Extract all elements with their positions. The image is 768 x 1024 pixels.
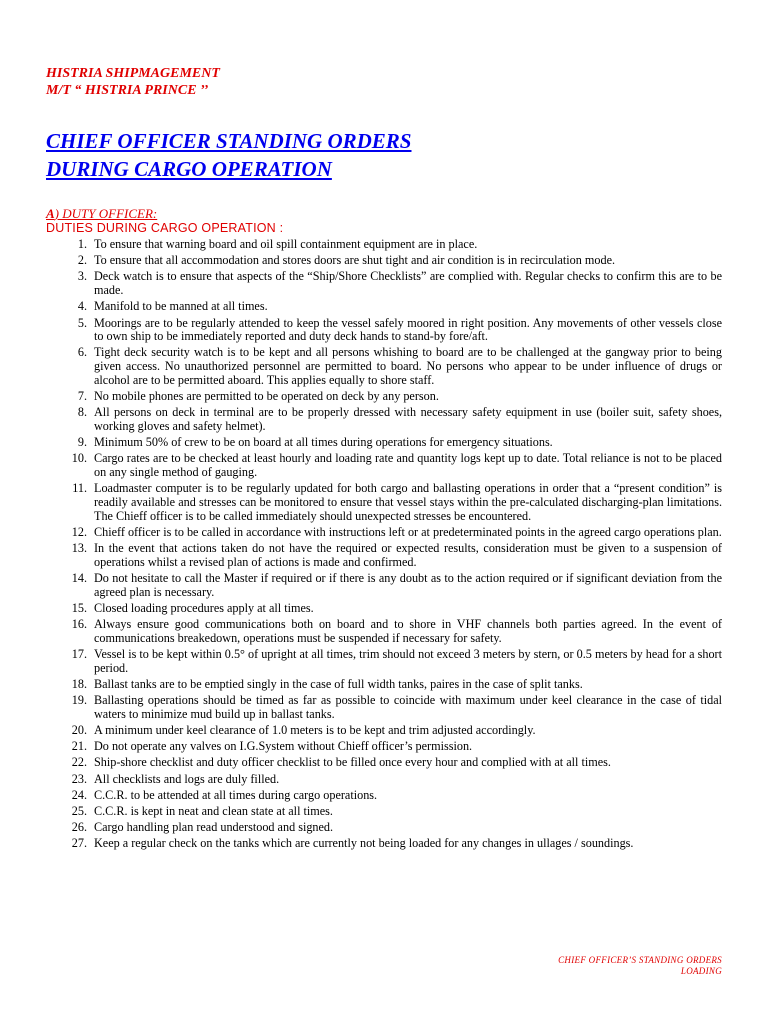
duty-item <box>0 270 722 297</box>
duty-item-number: 10. <box>71 451 87 466</box>
duty-item-text: Ballast tanks are to be emptied singly in the case of full width tanks, paires in the case of split tanks. <box>94 676 583 691</box>
company-name: HISTRIA SHIPMAGEMENT <box>46 66 220 81</box>
duty-item-number: 25. <box>71 804 87 819</box>
section-subheading: DUTIES DURING CARGO OPERATION : <box>46 221 284 235</box>
duty-item-text: Always ensure good communications both on board and to shore in VHF channels both parties agreed. In the event of communications breakedown, operations must be suspended if necessary for safety. <box>94 617 722 645</box>
duty-item-text: Ship-shore checklist and duty officer checklist to be filled once every hour and complied with at all times. <box>94 755 611 770</box>
duty-item-text: To ensure that all accommodation and stores doors are shut tight and air condition is in recirculation mode. <box>94 253 616 268</box>
duty-item-number: 22. <box>71 755 87 770</box>
duty-item-text: Do not operate any valves on I.G.System without Chieff officer’s permission. <box>94 739 473 754</box>
duty-item-text: Cargo rates are to be checked at least hourly and loading rate and quantity logs kept up to date. Total reliance is not to be placed on any single method of gauging. <box>94 451 722 480</box>
duty-item-number: 20. <box>71 723 87 737</box>
duty-item <box>0 346 722 387</box>
duty-item-text: Closed loading procedures apply at all times. <box>94 600 314 615</box>
duty-item-number: 16. <box>71 617 87 632</box>
duty-item-text: Moorings are to be regularly attended to keep the vessel safely moored in right position. Any movements of other vessels close to own ship to be immediately reported and duty deck hands to stand-by fore/aft. <box>94 315 722 344</box>
duty-item-number: 12. <box>71 524 87 539</box>
duty-item-number: 6. <box>77 345 87 360</box>
duty-item <box>0 300 722 314</box>
duty-item <box>0 526 722 540</box>
duty-item-text: All persons on deck in terminal are to be properly dressed with necessary safety equipment in use (boiler suit, safety shoes, working gloves and safety helmet). <box>94 405 722 433</box>
duties-list <box>0 238 722 854</box>
document-title-line-1: CHIEF OFFICER STANDING ORDERS <box>46 129 412 153</box>
duty-item-number: 7. <box>77 389 87 404</box>
duty-item <box>0 436 722 450</box>
duty-item-number: 5. <box>77 315 87 330</box>
duty-item-text: No mobile phones are permitted to be operated on deck by any person. <box>94 389 439 404</box>
duty-item <box>0 648 722 675</box>
duty-item <box>0 406 722 433</box>
duty-item-number: 19. <box>71 693 87 708</box>
duty-item <box>0 317 722 344</box>
duty-item-number: 1. <box>77 237 87 251</box>
duty-item <box>0 452 722 479</box>
duty-item-text: Ballasting operations should be timed as far as possible to coincide with maximum under keel clearance in the case of tidal waters to minimize mud build up in ballast tanks. <box>94 693 722 721</box>
duty-item-text: Tight deck security watch is to be kept and all persons whishing to board are to be challenged at the gangway prior to being given access. No unauthorized personnel are permitted to board. No persons who appear to be under influence of drugs or alcohol are to be permitted aboard. This applies equally to shore staff. <box>94 345 722 387</box>
footer-subtitle: LOADING <box>680 966 722 976</box>
duty-item-number: 26. <box>71 820 87 835</box>
duty-item-text: Manifold to be manned at all times. <box>94 299 268 314</box>
duty-item-number: 24. <box>71 787 87 802</box>
section-letter: A <box>46 206 55 221</box>
duty-item <box>0 694 722 721</box>
duty-item <box>0 238 722 252</box>
section-label: ) DUTY OFFICER: <box>54 206 158 221</box>
duty-item-text: Deck watch is to ensure that aspects of the “Ship/Shore Checklists” are complied with. Regular checks to confirm this are to be made. <box>94 269 722 298</box>
duty-item <box>0 756 722 770</box>
duty-item-number: 23. <box>71 771 87 786</box>
duty-item-text: Cargo handling plan read understood and signed. <box>94 820 334 835</box>
duty-item-number: 14. <box>71 570 87 585</box>
duty-item <box>0 821 722 835</box>
duty-item <box>0 254 722 268</box>
duty-item-number: 17. <box>71 646 87 661</box>
duty-item-number: 8. <box>77 405 87 420</box>
duty-item <box>0 837 722 851</box>
duty-item <box>0 618 722 645</box>
duty-item-number: 18. <box>71 676 87 691</box>
duty-item <box>0 724 722 738</box>
section-heading <box>46 206 157 221</box>
duty-item-text: C.C.R. to be attended at all times during cargo operations. <box>94 787 378 802</box>
duty-item-text: C.C.R. is kept in neat and clean state at all times. <box>94 804 333 819</box>
duty-item <box>0 542 722 569</box>
duty-item-number: 4. <box>77 299 87 314</box>
duty-item-number: 15. <box>71 600 87 615</box>
duty-item <box>0 602 722 616</box>
duty-item-text: All checklists and logs are duly filled. <box>94 771 280 786</box>
duty-item-text: Chieff officer is to be called in accordance with instructions left or at predeterminated points in the agreed cargo operations plan. <box>94 524 722 539</box>
duty-item-number: 3. <box>77 269 87 284</box>
duty-item-text: Vessel is to be kept within 0.5° of upright at all times, trim should not exceed 3 meters by stern, or 0.5 meters by head for a short period. <box>94 646 722 675</box>
duty-item-number: 27. <box>71 836 87 851</box>
duty-item <box>0 572 722 599</box>
duty-item-text: Loadmaster computer is to be regularly updated for both cargo and ballasting operations in order that a “present condition” is readily available and stresses can be monitored to ensure that vessel stays within the pre-calculated discharging-plan limitations. The Chieff officer is to be called immediately should unexpected stresses be encountered. <box>94 481 722 523</box>
duty-item <box>0 390 722 404</box>
duty-item-text: To ensure that warning board and oil spill containment equipment are in place. <box>94 237 478 251</box>
duty-item-number: 13. <box>71 541 87 556</box>
duty-item-text: Do not hesitate to call the Master if required or if there is any doubt as to the action required or if significant deviation from the agreed plan is necessary. <box>94 570 722 599</box>
duty-item <box>0 740 722 754</box>
duty-item-number: 2. <box>77 253 87 268</box>
duty-item <box>0 789 722 803</box>
duty-item <box>0 482 722 523</box>
duty-item <box>0 773 722 787</box>
duty-item-number: 9. <box>77 435 87 450</box>
footer-title: CHIEF OFFICER’S STANDING ORDERS <box>558 955 722 965</box>
duty-item-number: 11. <box>72 481 87 496</box>
duty-item <box>0 805 722 819</box>
document-title-line-2: DURING CARGO OPERATION <box>46 157 332 181</box>
vessel-name: M/T “ HISTRIA PRINCE ’’ <box>46 83 209 98</box>
duty-item-text: Minimum 50% of crew to be on board at all times during operations for emergency situations. <box>94 435 553 450</box>
duty-item-text: A minimum under keel clearance of 1.0 meters is to be kept and trim adjusted accordingly. <box>94 723 536 737</box>
duty-item-text: Keep a regular check on the tanks which are currently not being loaded for any changes in ullages / soundings. <box>94 836 634 851</box>
duty-item <box>0 678 722 692</box>
duty-item-text: In the event that actions taken do not have the required or expected results, consideration must be given to a suspension of operations whilst a revised plan of actions is made and confirmed. <box>94 541 722 569</box>
duty-item-number: 21. <box>71 739 87 754</box>
